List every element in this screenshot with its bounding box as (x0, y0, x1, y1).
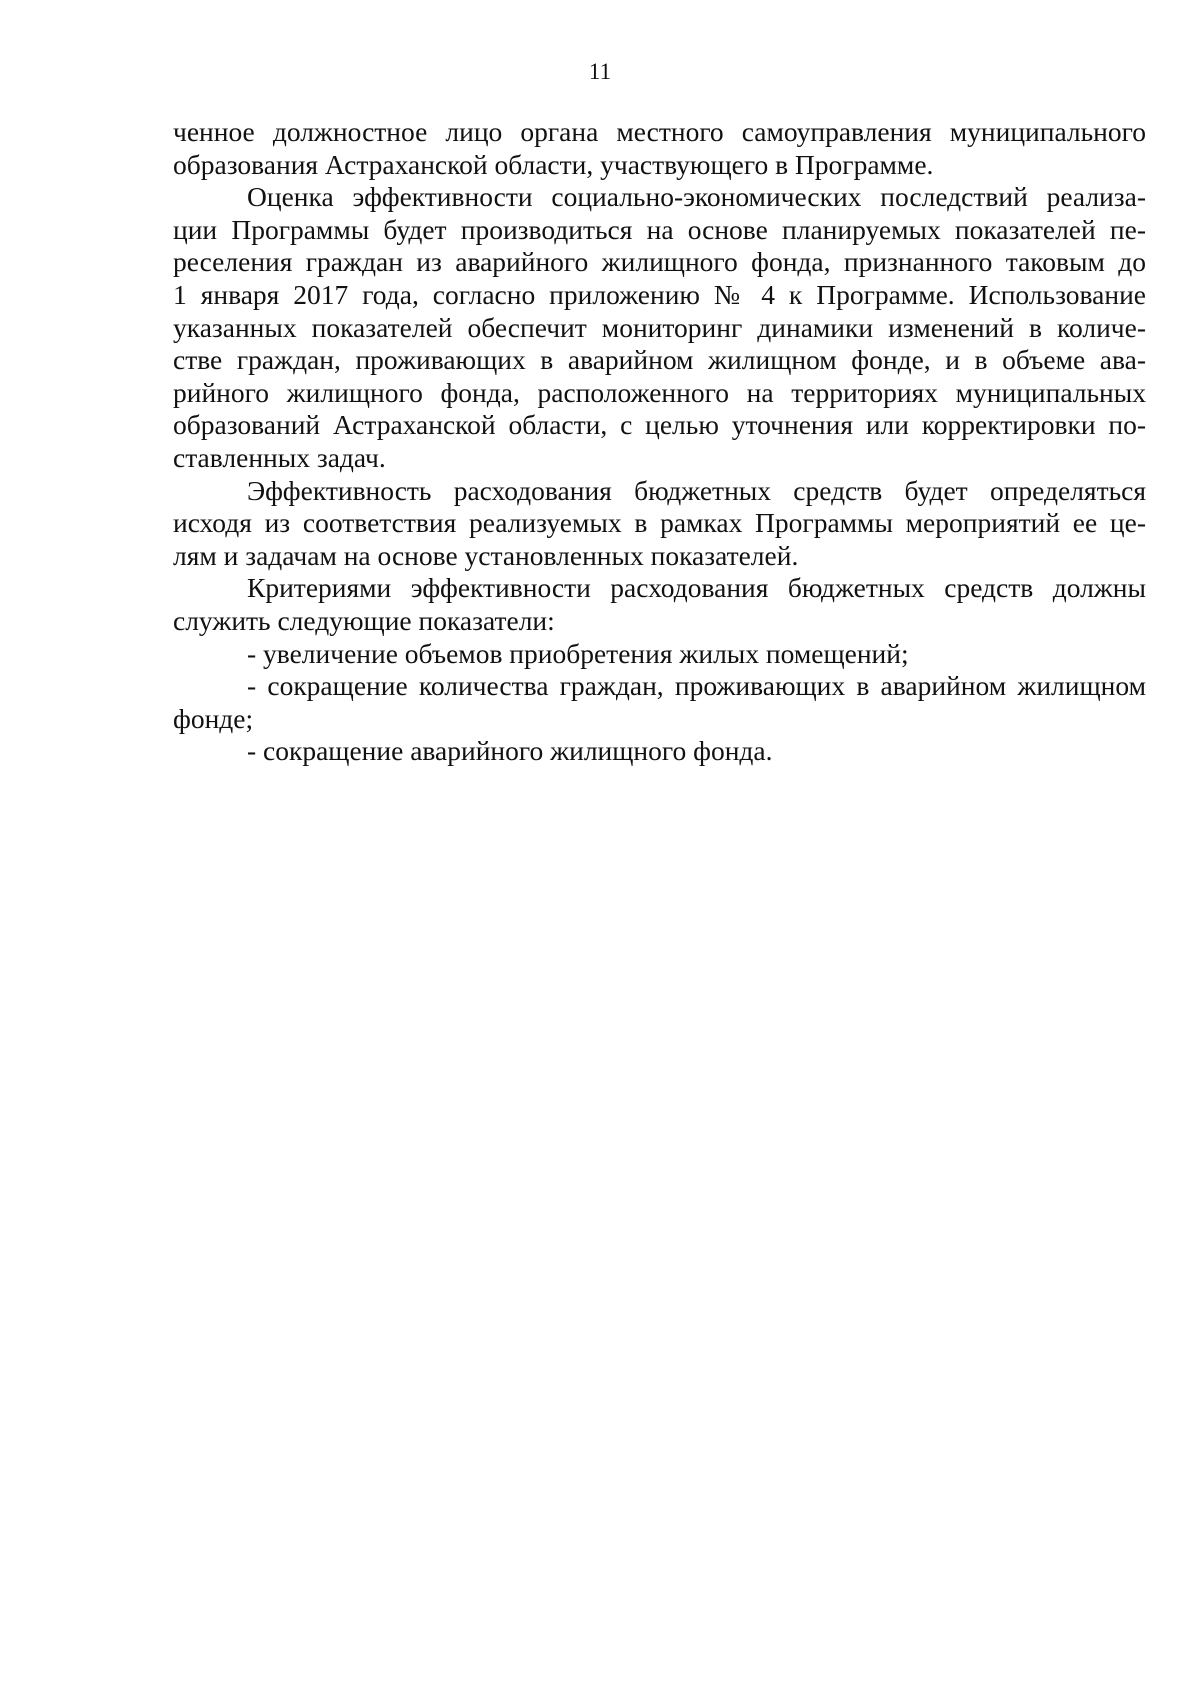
list-item (173, 638, 1146, 671)
text-line: ставленных задач. (173, 441, 386, 473)
text-line: Эффективность расходования бюджетных средств будет определяться (247, 474, 1146, 506)
text-line: - сокращение количества граждан, проживающих в аварийном жилищном (247, 670, 1146, 702)
text-line: - увеличение объемов приобретения жилых помещений; (247, 637, 909, 669)
text-line: фонде; (173, 702, 254, 734)
text-line: 1 января 2017 года, согласно приложению № 4 к Программе. Использование (173, 278, 1146, 310)
text-line: рийного жилищного фонда, расположенного на территориях муниципальных (173, 376, 1146, 408)
list-item (173, 670, 1146, 735)
text-line: исходя из соответствия реализуемых в рамках Программы мероприятий ее це- (173, 507, 1146, 539)
text-line: образований Астраханской области, с целью уточнения или корректировки по- (173, 409, 1146, 441)
text-line: стве граждан, проживающих в аварийном жилищном фонде, и в объеме ава- (173, 344, 1146, 376)
page-number: 11 (588, 59, 612, 84)
list-item (173, 735, 1146, 768)
text-line: образования Астраханской области, участвующего в Программе. (173, 148, 934, 180)
paragraph-1 (173, 116, 1146, 181)
paragraph-2 (173, 181, 1146, 474)
paragraph-3 (173, 475, 1146, 573)
text-line: Оценка эффективности социально-экономических последствий реализа- (247, 181, 1146, 213)
paragraph-4 (173, 572, 1146, 637)
text-line: служить следующие показатели: (173, 604, 555, 636)
text-line: ции Программы будет производиться на основе планируемых показателей пе- (173, 213, 1146, 245)
text-line: Критериями эффективности расходования бюджетных средств должны (247, 572, 1146, 604)
text-line: - сокращение аварийного жилищного фонда. (247, 735, 773, 767)
text-line: реселения граждан из аварийного жилищного фонда, признанного таковым до (173, 246, 1146, 278)
text-line: лям и задачам на основе установленных показателей. (173, 539, 799, 571)
document-body (173, 116, 1146, 768)
text-line: ченное должностное лицо органа местного самоуправления муниципального (173, 116, 1146, 147)
text-line: указанных показателей обеспечит мониторинг динамики изменений в количе- (173, 311, 1146, 343)
